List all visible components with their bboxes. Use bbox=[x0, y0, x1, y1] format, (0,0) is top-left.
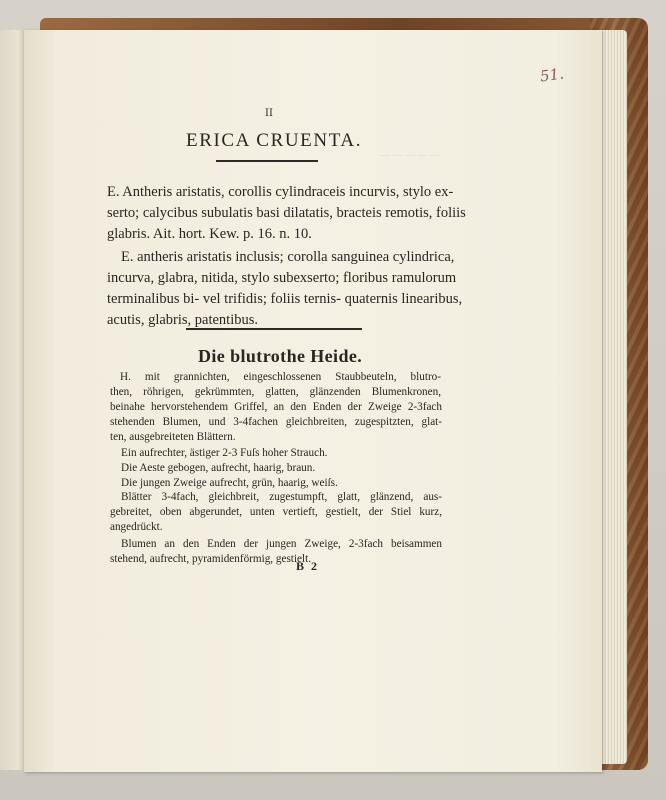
german-line-9: Blätter 3-4fach, gleichbreit, zugestumpft, glatt, glänzend, aus- bbox=[121, 491, 442, 503]
german-line-13: stehend, aufrecht, pyramidenförmig, gestielt. bbox=[110, 553, 311, 565]
german-heading: Die blutrothe Heide. bbox=[198, 346, 363, 366]
german-line-5: ten, ausgebreiteten Blättern. bbox=[110, 431, 236, 443]
page-number: 51. bbox=[538, 64, 565, 86]
german-line-6: Ein aufrechter, ästiger 2-3 Fuſs hoher Strauch. bbox=[121, 447, 328, 459]
german-line-7: Die Aeste gebogen, aufrecht, haarig, braun. bbox=[121, 462, 316, 474]
synonym-line-4: acutis, glabris, patentibus. bbox=[107, 312, 259, 328]
catchword: B 2 bbox=[296, 559, 320, 573]
german-line-10: gebreitet, oben abgerundet, unten vertieft, gestielt, der Stiel kurz, bbox=[110, 506, 442, 518]
german-line-1: H. mit grannichten, eingeschlossenen Staubbeuteln, blutro- bbox=[120, 371, 441, 383]
german-line-3: beinahe hervorstehendem Griffel, an den Enden der Zweige 2-3fach bbox=[110, 401, 442, 413]
show-through-text: — — — — — bbox=[380, 150, 440, 161]
latin-line-1: E. Antheris aristatis, corollis cylindraceis incurvis, stylo ex- bbox=[107, 184, 454, 200]
german-line-11: angedrückt. bbox=[110, 521, 163, 533]
section-rule bbox=[186, 328, 362, 330]
german-line-4: stehenden Blumen, und 3-4fachen gleichbreiten, zugespitzten, glat- bbox=[110, 416, 442, 428]
page-title: ERICA CRUENTA. bbox=[186, 130, 363, 151]
synonym-line-1: E. antheris aristatis inclusis; corolla sanguinea cylindrica, bbox=[121, 249, 455, 265]
german-line-12: Blumen an den Enden der jungen Zweige, 2-3fach beisammen bbox=[121, 538, 442, 550]
signature-mark: II bbox=[265, 108, 273, 119]
latin-line-2: serto; calycibus subulatis basi dilatatis, bracteis remotis, foliis bbox=[107, 205, 466, 221]
german-line-8: Die jungen Zweige aufrecht, grün, haarig, weiſs. bbox=[121, 477, 338, 489]
facing-page-edge bbox=[0, 30, 26, 770]
synonym-line-2: incurva, glabra, nitida, stylo subexserto; floribus ramulorum bbox=[107, 270, 457, 286]
latin-line-3: glabris. Ait. hort. Kew. p. 16. n. 10. bbox=[107, 226, 312, 242]
title-rule bbox=[216, 160, 318, 162]
synonym-line-3: terminalibus bi- vel trifidis; foliis ternis- quaternis linearibus, bbox=[107, 291, 463, 307]
german-line-2: then, röhrigen, gekrümmten, glatten, glänzenden Blumenkronen, bbox=[110, 386, 441, 398]
